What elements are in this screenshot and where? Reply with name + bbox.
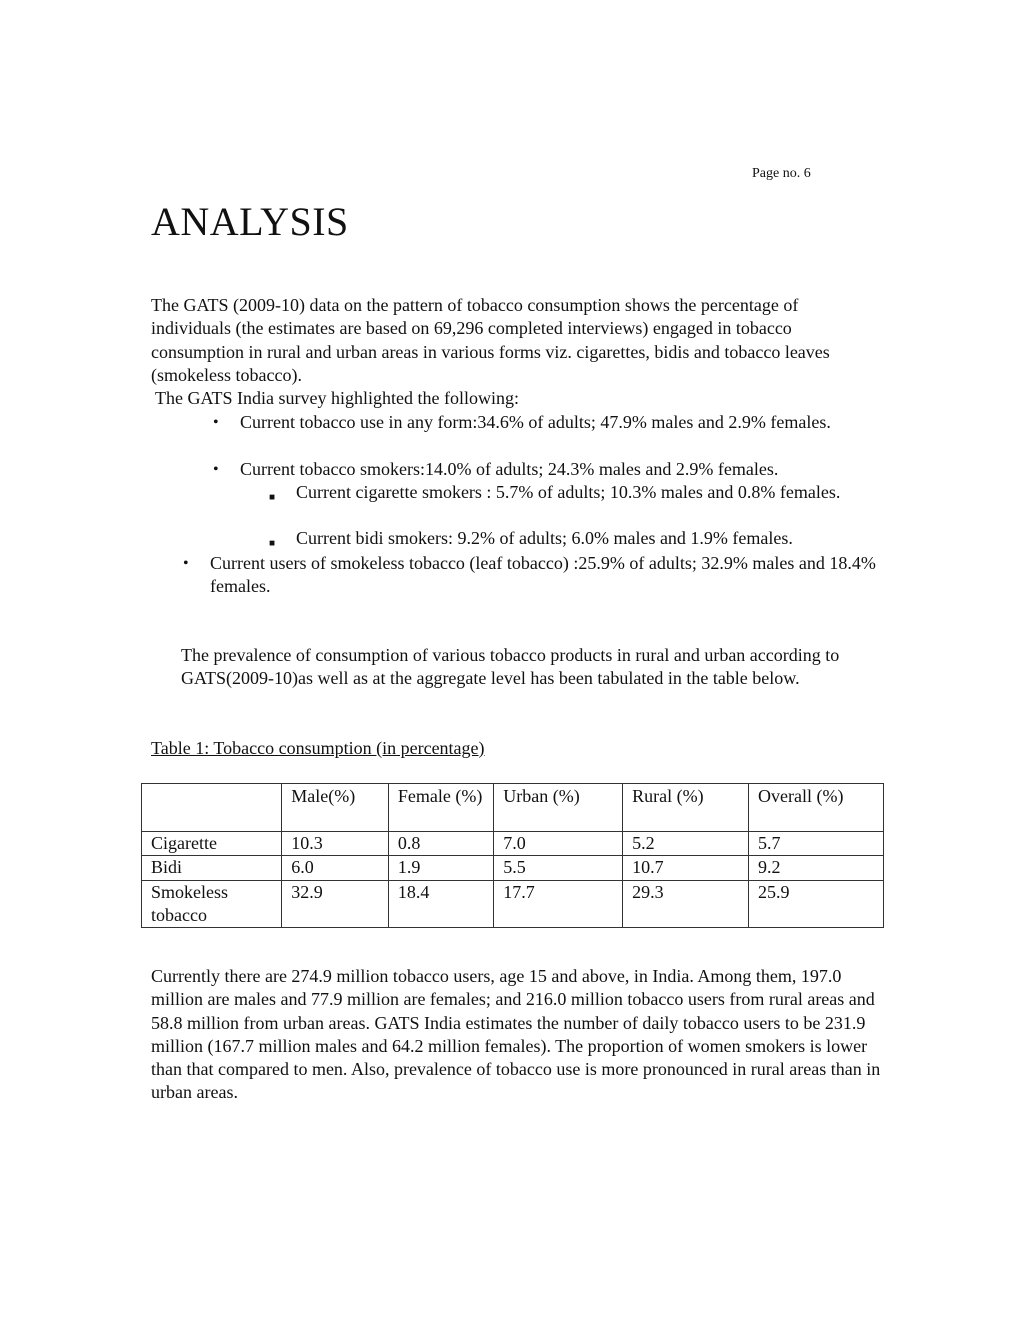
table-row [142, 832, 884, 856]
table-caption: Table 1: Tobacco consumption (in percentage) [151, 738, 485, 758]
bullet-smokeless-tobacco [183, 552, 880, 599]
survey-lead-line: The GATS India survey highlighted the following: [155, 388, 519, 408]
bullet-text: Current tobacco use in any form:34.6% of adults; 47.9% males and 2.9% females. [240, 412, 831, 432]
table-cell: 0.8 [388, 832, 493, 856]
bullet-icon: • [183, 555, 189, 572]
page-number: Page no. 6 [752, 166, 811, 181]
table-cell: 9.2 [749, 856, 884, 880]
intro-paragraph: The GATS (2009-10) data on the pattern of tobacco consumption shows the percentage of individuals (the estimates are based on 69,296 completed interviews) engaged in tobacco consumption in rural and urban areas in various forms viz. cigarettes, bidis and tobacco leaves (smokeless tobacco). [151, 295, 830, 385]
table-cell: 25.9 [749, 880, 884, 928]
bullet-text: Current tobacco smokers:14.0% of adults; 24.3% males and 2.9% females. [240, 459, 779, 479]
square-bullet-icon: ■ [269, 492, 276, 503]
header-cell-male: Male(%) [282, 784, 389, 832]
subbullet-bidi-smokers [269, 527, 866, 550]
page-title: ANALYSIS [151, 199, 349, 244]
bullet-icon: • [213, 461, 219, 478]
tobacco-consumption-table [141, 783, 884, 928]
table-cell: 32.9 [282, 880, 389, 928]
bullet-tobacco-smokers [213, 458, 880, 481]
table-row [142, 856, 884, 880]
table-cell: 17.7 [494, 880, 623, 928]
header-cell-urban: Urban (%) [494, 784, 623, 832]
bullet-text: Current users of smokeless tobacco (leaf tobacco) :25.9% of adults; 32.9% males and 18.4% females. [210, 553, 876, 597]
header-cell-overall: Overall (%) [749, 784, 884, 832]
table-cell: 5.7 [749, 832, 884, 856]
square-bullet-icon: ■ [269, 538, 276, 549]
table-header-row [142, 784, 884, 832]
table-cell: 5.2 [623, 832, 749, 856]
bullet-icon: • [213, 414, 219, 431]
table-cell: 6.0 [282, 856, 389, 880]
row-label: Smokeless tobacco [142, 880, 282, 928]
bullet-text: Current cigarette smokers : 5.7% of adults; 10.3% males and 0.8% females. [296, 482, 841, 502]
bullet-tobacco-use [213, 411, 880, 434]
summary-paragraph: Currently there are 274.9 million tobacco users, age 15 and above, in India. Among them, 197.0 million are males and 77.9 million are females; and 216.0 million tobacco users from rural areas and 58.8 million from urban areas. GATS India estimates the number of daily tobacco users to be 231.9 million (167.7 million males and 64.2 million females). The proportion of women smokers is lower than that compared to men. Also, prevalence of tobacco use is more pronounced in rural areas than in urban areas. [151, 966, 881, 1103]
subbullet-cigarette-smokers [269, 481, 866, 504]
table-cell: 10.3 [282, 832, 389, 856]
table-cell: 7.0 [494, 832, 623, 856]
header-cell-empty [142, 784, 282, 832]
table-row [142, 880, 884, 928]
table-cell: 18.4 [388, 880, 493, 928]
prevalence-paragraph: The prevalence of consumption of various tobacco products in rural and urban according to GATS(2009-10)as well as at the aggregate level has been tabulated in the table below. [181, 645, 840, 689]
row-label: Bidi [142, 856, 282, 880]
table-cell: 1.9 [388, 856, 493, 880]
row-label: Cigarette [142, 832, 282, 856]
bullet-text: Current bidi smokers: 9.2% of adults; 6.0% males and 1.9% females. [296, 528, 793, 548]
header-cell-rural: Rural (%) [623, 784, 749, 832]
header-cell-female: Female (%) [388, 784, 493, 832]
table-cell: 29.3 [623, 880, 749, 928]
table-cell: 5.5 [494, 856, 623, 880]
table-cell: 10.7 [623, 856, 749, 880]
